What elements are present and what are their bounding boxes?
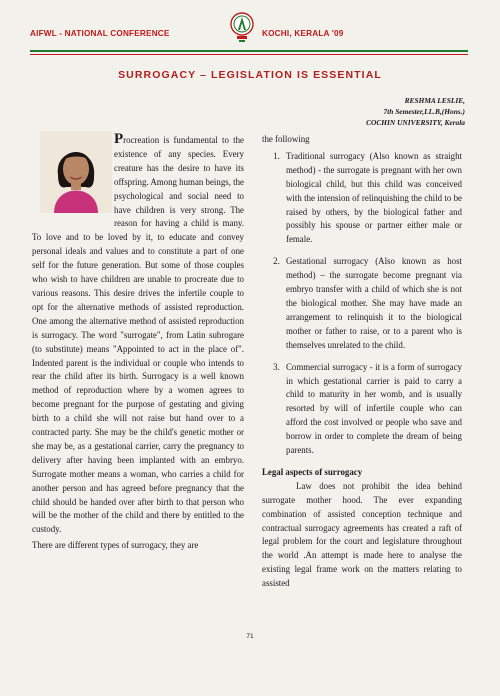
author-university: COCHIN UNIVERSITY, Kerala	[366, 118, 465, 127]
types-intro-continued: the following	[262, 134, 310, 144]
list-item: 2. Gestational surrogacy (Also known as host method) – the surrogate become pregnant via embryo transfer with a child of which she is not the biological mother. She may have made an arrangement to relinquish it to the biological mother or father to raise, or to a parent who is themselves unrelated to the child.	[282, 255, 462, 352]
legal-aspects-heading: Legal aspects of surrogacy	[262, 466, 363, 477]
header-rule-green	[30, 50, 468, 52]
author-name: RESHMA LESLIE,	[404, 96, 465, 105]
page-number: 71	[246, 633, 254, 640]
author-block	[366, 95, 465, 128]
header-left: AIFWL - NATIONAL CONFERENCE	[30, 29, 170, 38]
left-column	[32, 133, 244, 553]
header-rule-red	[30, 54, 468, 55]
right-column	[262, 133, 462, 591]
conference-logo-icon	[230, 12, 254, 48]
author-semester: 7th Semester,LL.B,(Hons.)	[383, 107, 465, 116]
surrogacy-types-list	[262, 150, 462, 458]
list-item: 3. Commercial surrogacy - it is a form of surrogacy in which gestational carrier is paid to carry a child to maturity in her womb, and is usually resorted by will of infertile couple who can afford the cost involved or people who save and borrow in order to complete the dream of being parents.	[282, 361, 462, 458]
drop-cap: P	[114, 131, 124, 147]
legal-aspects-paragraph: Law does not prohibit the idea behind surrogate mother hood. The ever expanding combination of assisted conception technique and contractual surrogacy agreements has created a raft of legal problem for the court and legislature throughout the world .An attempt is made here to analyse the existing legal frame work on the matters relating to assisted	[262, 480, 462, 589]
header-right: KOCHI, KERALA '09	[262, 29, 344, 38]
types-intro: There are different types of surrogacy, they are	[32, 540, 199, 551]
list-item: 1. Traditional surrogacy (Also known as straight method) - the surrogate is pregnant with her own biological child, but this child was conceived with the intension of relinquishing the child to be raised by others, by the biological father and possibly his spouse or partner either male or female.	[282, 150, 462, 247]
intro-text: rocreation is fundamental to the existence of any species. Every creature has the desire to have its offspring. Among human beings, the psychological and social need to have children is very strong. The reason for having a child is many. To love and to be loved by it, to educate and convey personal ideals and values and to constitute a part of one self for the future generation. But some of those couples who wish to have children are unable to procreate due to various reasons. This desire drives the infertile couple to opt for the alternative methods of assisted reproduction. One among the alternative method of assisted reproduction is surrogacy. The word "surrogate", from Latin subrogare (to substitute) means "Appointed to act in the place of". Indented parent is the individual or couple who intends to rear the child after its birth. Surrogacy is a well known method of reproduction where by a women agrees to become pregnant for the purpose of gestating and giving birth to a child she will not raise but hand over to a contracted party. She may be the child's genetic mother or she may be, as a gestational carrier, carry the pregnancy to delivery after having been implanted with an embryo. Surrogate mother means a woman, who carries a child for another person and has agreed before pregnancy that the child should be handed over after birth to that person who will be the mother of the child and there by entitled to the custody.	[32, 135, 244, 535]
article-title: SURROGACY – LEGISLATION IS ESSENTIAL	[118, 69, 382, 81]
